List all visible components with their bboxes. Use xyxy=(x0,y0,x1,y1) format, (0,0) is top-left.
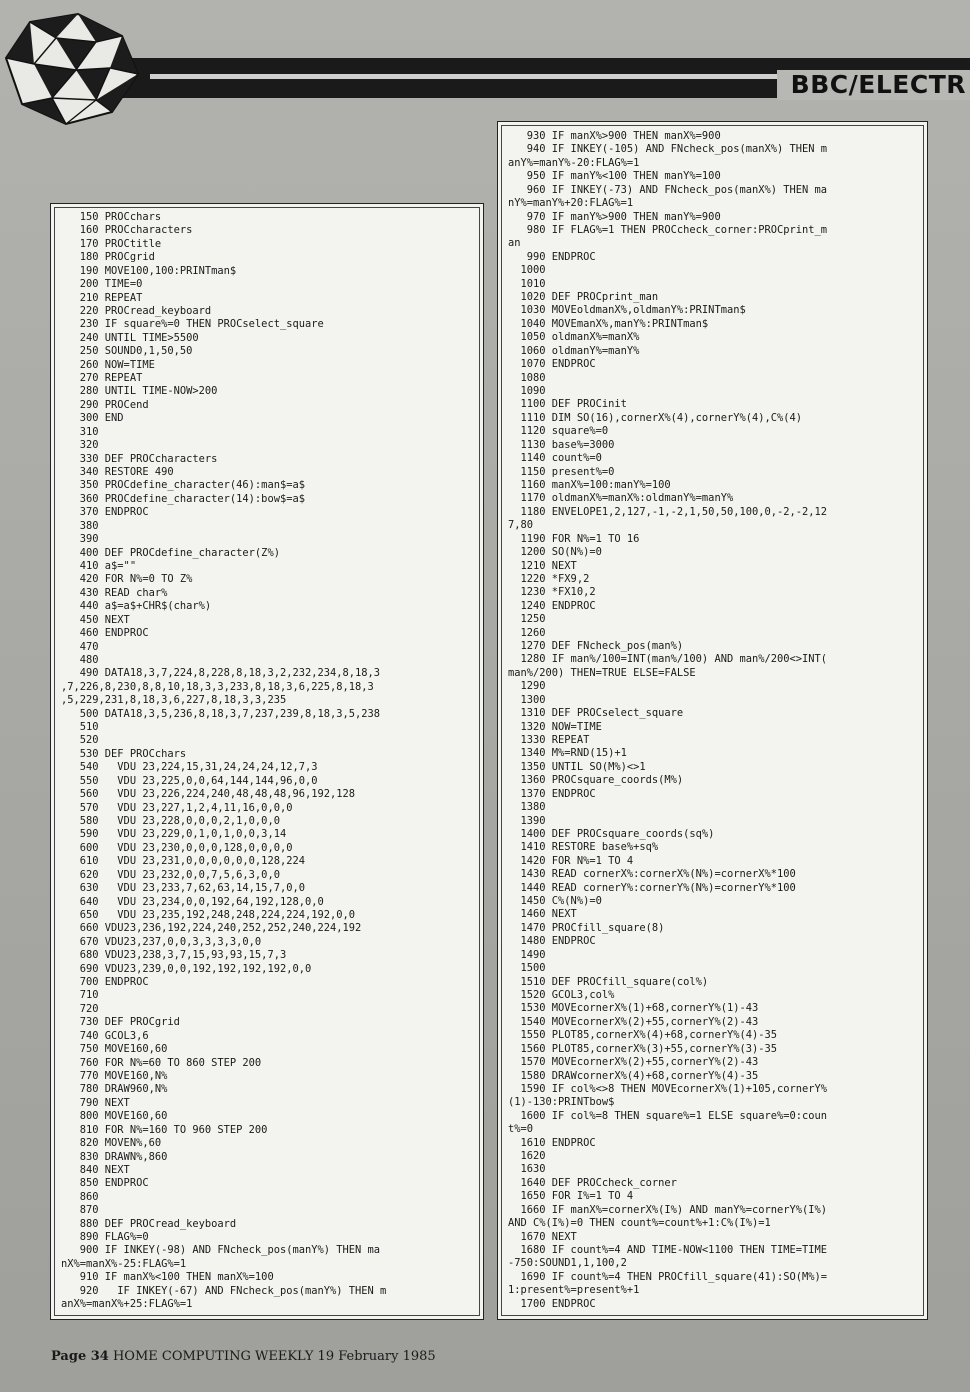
section-title: BBC/ELECTR xyxy=(777,70,970,100)
page-footer xyxy=(51,1349,436,1364)
gem-logo-icon xyxy=(0,8,140,126)
program-listing-left xyxy=(50,203,484,1320)
program-listing-right xyxy=(497,121,928,1320)
page-number: Page 34 xyxy=(51,1349,109,1364)
basic-code-left: 150 PROCchars 160 PROCcharacters 170 PROCtitle 180 PROCgrid 190 MOVE100,100:PRINTman$ 200 TIME=0 210 REPEAT 220 PROCread_keyboard 230 IF square%=0 THEN PROCselect_square 240 UNTIL TIME>5500 250 SOUND0,1,50,50 260 NOW=TIME 270 REPEAT 280 UNTIL TIME-NOW>200 290 PROCend 300 END 310 320 330 DEF PROCcharacters 340 RESTORE 490 350 PROCdefine_character(46):man$=a$ 360 PROCdefine_character(14):bow$=a$ 370 ENDPROC 380 390 400 DEF PROCdefine_character(Z%) 410 a$="" 420 FOR N%=0 TO Z% 430 READ char% 440 a$=a$+CHR$(char%) 450 NEXT 460 ENDPROC 470 480 490 DATA18,3,7,224,8,228,8,18,3,2,232,234,8,18,3 ,7,226,8,230,8,8,10,18,3,3,233,8,18,3,6,225,8,18,3 ,5,229,231,8,18,3,6,227,8,18,3,3,235 500 DATA18,3,5,236,8,18,3,7,237,239,8,18,3,5,238 510 520 530 DEF PROCchars 540 VDU 23,224,15,31,24,24,24,12,7,3 550 VDU 23,225,0,0,64,144,144,96,0,0 560 VDU 23,226,224,240,48,48,48,96,192,128 570 VDU 23,227,1,2,4,11,16,0,0,0 580 VDU 23,228,0,0,0,2,1,0,0,0 590 VDU 23,229,0,1,0,1,0,0,3,14 600 VDU 23,230,0,0,0,128,0,0,0,0 610 VDU 23,231,0,0,0,0,0,0,128,224 620 VDU 23,232,0,0,7,5,6,3,0,0 630 VDU 23,233,7,62,63,14,15,7,0,0 640 VDU 23,234,0,0,192,64,192,128,0,0 650 VDU 23,235,192,248,248,224,224,192,0,0 660 VDU23,236,192,224,240,252,252,240,224,192 670 VDU23,237,0,0,3,3,3,3,0,0 680 VDU23,238,3,7,15,93,93,15,7,3 690 VDU23,239,0,0,192,192,192,192,0,0 700 ENDPROC 710 720 730 DEF PROCgrid 740 GCOL3,6 750 MOVE160,60 760 FOR N%=60 TO 860 STEP 200 770 MOVE160,N% 780 DRAW960,N% 790 NEXT 800 MOVE160,60 810 FOR N%=160 TO 960 STEP 200 820 MOVEN%,60 830 DRAWN%,860 840 NEXT 850 ENDPROC 860 870 880 DEF PROCread_keyboard 890 FLAG%=0 900 IF INKEY(-98) AND FNcheck_pos(manY%) THEN ma nX%=manX%-25:FLAG%=1 910 IF manX%<100 THEN manX%=100 920 IF INKEY(-67) AND FNcheck_pos(manY%) THEN m anX%=manX%+25:FLAG%=1 xyxy=(61,211,387,1311)
publication-line: HOME COMPUTING WEEKLY 19 February 1985 xyxy=(112,1349,436,1364)
basic-code-right: 930 IF manX%>900 THEN manX%=900 940 IF INKEY(-105) AND FNcheck_pos(manX%) THEN m anY%=manY%-20:FLAG%=1 950 IF manY%<100 THEN manY%=100 960 IF INKEY(-73) AND FNcheck_pos(manX%) THEN ma nY%=manY%+20:FLAG%=1 970 IF manY%>900 THEN manY%=900 980 IF FLAG%=1 THEN PROCcheck_corner:PROCprint_m an 990 ENDPROC 1000 1010 1020 DEF PROCprint_man 1030 MOVEoldmanX%,oldmanY%:PRINTman$ 1040 MOVEmanX%,manY%:PRINTman$ 1050 oldmanX%=manX% 1060 oldmanY%=manY% 1070 ENDPROC 1080 1090 1100 DEF PROCinit 1110 DIM SO(16),cornerX%(4),cornerY%(4),C%(4) 1120 square%=0 1130 base%=3000 1140 count%=0 1150 present%=0 1160 manX%=100:manY%=100 1170 oldmanX%=manX%:oldmanY%=manY% 1180 ENVELOPE1,2,127,-1,-2,1,50,50,100,0,-2,-2,12 7,80 1190 FOR N%=1 TO 16 1200 SO(N%)=0 1210 NEXT 1220 *FX9,2 1230 *FX10,2 1240 ENDPROC 1250 1260 1270 DEF FNcheck_pos(man%) 1280 IF man%/100=INT(man%/100) AND man%/200<>INT( man%/200) THEN=TRUE ELSE=FALSE 1290 1300 1310 DEF PROCselect_square 1320 NOW=TIME 1330 REPEAT 1340 M%=RND(15)+1 1350 UNTIL SO(M%)<>1 1360 PROCsquare_coords(M%) 1370 ENDPROC 1380 1390 1400 DEF PROCsquare_coords(sq%) 1410 RESTORE base%+sq% 1420 FOR N%=1 TO 4 1430 READ cornerX%:cornerX%(N%)=cornerX%*100 1440 READ cornerY%:cornerY%(N%)=cornerY%*100 1450 C%(N%)=0 1460 NEXT 1470 PROCfill_square(8) 1480 ENDPROC 1490 1500 1510 DEF PROCfill_square(col%) 1520 GCOL3,col% 1530 MOVEcornerX%(1)+68,cornerY%(1)-43 1540 MOVEcornerX%(2)+55,cornerY%(2)-43 1550 PLOT85,cornerX%(4)+68,cornerY%(4)-35 1560 PLOT85,cornerX%(3)+55,cornerY%(3)-35 1570 MOVEcornerX%(2)+55,cornerY%(2)-43 1580 DRAWcornerX%(4)+68,cornerY%(4)-35 1590 IF col%<>8 THEN MOVEcornerX%(1)+105,cornerY% (1)-130:PRINTbow$ 1600 IF col%=8 THEN square%=1 ELSE square%=0:coun t%=0 1610 ENDPROC 1620 1630 1640 DEF PROCcheck_corner 1650 FOR I%=1 TO 4 1660 IF manX%=cornerX%(I%) AND manY%=cornerY%(I%) AND C%(I%)=0 THEN count%=count%+1:C%(I%)=1 1670 NEXT 1680 IF count%=4 AND TIME-NOW<1100 THEN TIME=TIME -750:SOUND1,1,100,2 1690 IF count%=4 THEN PROCfill_square(41):SO(M%)= 1:present%=present%+1 1700 ENDPROC xyxy=(508,130,828,1310)
